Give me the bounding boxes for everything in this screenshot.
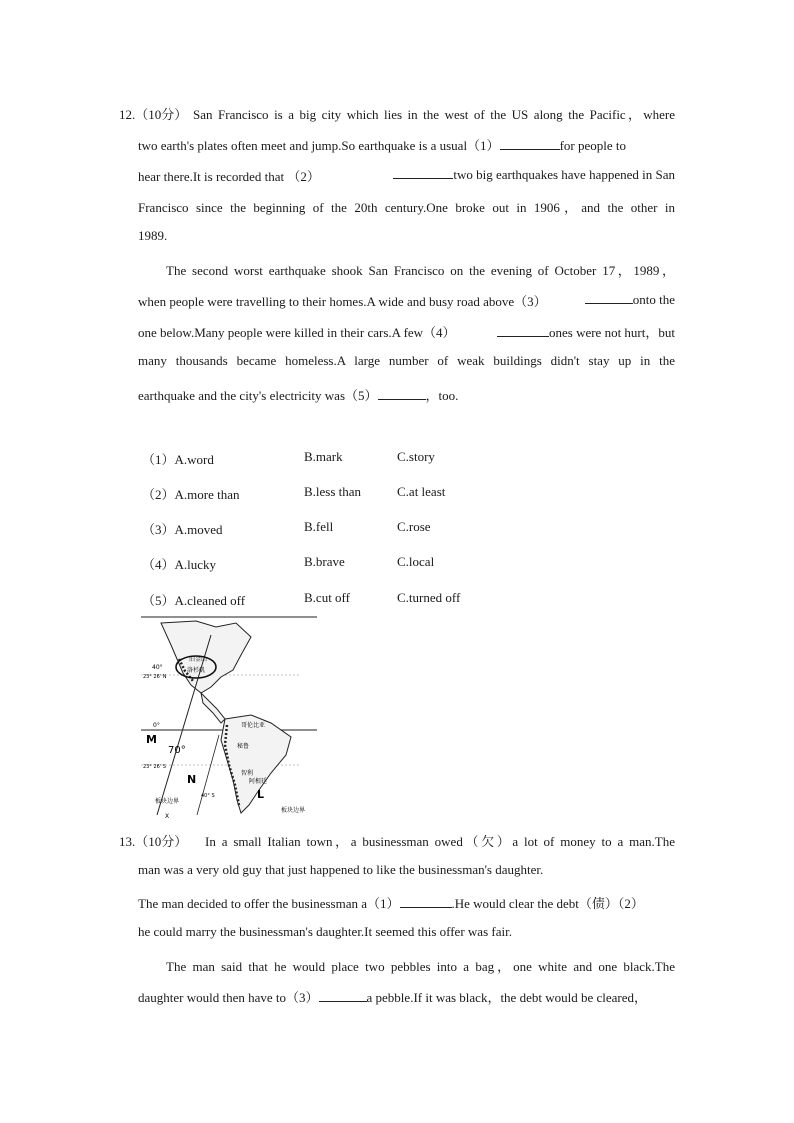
q12-line-3 — [138, 166, 675, 185]
blank-q13-1[interactable] — [400, 895, 452, 908]
blank-3[interactable] — [585, 291, 633, 304]
text-segment: ，too. — [425, 388, 459, 403]
option-row-3 — [142, 519, 223, 538]
map-letter-x: X — [165, 813, 170, 820]
option-b[interactable]: B.fell — [304, 519, 334, 534]
option-a[interactable]: A.moved — [174, 522, 223, 537]
blank-2[interactable] — [393, 166, 453, 179]
text-segment: for people to — [559, 138, 626, 153]
q12-line-1: San Francisco is a big city which lies in the west of the US along the Pacific，where — [193, 107, 675, 122]
text-segment: a pebble.If it was black，the debt would be cleared， — [366, 990, 647, 1005]
option-a[interactable]: A.lucky — [174, 557, 217, 572]
question-number: 13. — [119, 834, 136, 849]
option-row-5 — [142, 590, 245, 609]
q13-line-6 — [138, 987, 647, 1006]
q12-p2-line-3 — [138, 322, 675, 341]
option-b[interactable]: B.cut off — [304, 590, 350, 605]
map-label-argentina: 阿根廷 — [249, 778, 268, 785]
question-score: （10分） — [135, 107, 188, 122]
map-label-40n: 40° — [152, 664, 163, 671]
map-label-colombia: 哥伦比亚 — [241, 722, 266, 729]
q13-line-2: man was a very old guy that just happened to like the businessman's daughter. — [138, 862, 544, 877]
option-c[interactable]: C.rose — [397, 519, 431, 534]
map-letter-n: N — [187, 773, 197, 786]
map-label-boundary-1: 板块边界 — [155, 798, 180, 805]
option-a[interactable]: A.cleaned off — [174, 593, 246, 608]
q12-line-4: Francisco since the beginning of the 20th century.One broke out in 1906，and the other in — [138, 200, 675, 215]
question-13-number — [119, 831, 187, 850]
option-c[interactable]: C.local — [397, 554, 435, 569]
blank-q13-3[interactable] — [319, 989, 367, 1002]
text-segment: daughter would then have to（3） — [138, 990, 319, 1005]
map-label-23n: 23° 26' N — [143, 674, 167, 680]
option-c[interactable]: C.at least — [397, 484, 446, 499]
option-b[interactable]: B.mark — [304, 449, 343, 464]
map-letter-m: M — [146, 733, 157, 746]
q12-p2-line-2 — [138, 291, 675, 310]
q13-line-1: In a small Italian town，a businessman owed（欠）a lot of money to a man.The — [205, 834, 675, 849]
option-number: （2） — [142, 487, 175, 502]
q12-line-2 — [138, 135, 626, 154]
map-label-peru: 秘鲁 — [237, 743, 250, 750]
text-segment: onto the — [632, 292, 675, 307]
question-number: 12. — [119, 107, 136, 122]
map-letter-l: L — [257, 788, 265, 801]
q13-line-4: he could marry the businessman's daughter.It seemed this offer was fair. — [138, 924, 512, 939]
blank-4[interactable] — [497, 324, 549, 337]
south-america-landmass — [221, 715, 291, 813]
text-segment: The man decided to offer the businessman a（1） — [138, 896, 400, 911]
option-a[interactable]: A.word — [174, 452, 214, 467]
option-row-1 — [142, 449, 214, 468]
map-label-40s: 40° S — [201, 793, 215, 799]
americas-map-figure — [141, 615, 317, 820]
blank-1[interactable] — [500, 137, 560, 150]
map-label-70: 70° — [168, 745, 186, 756]
option-b[interactable]: B.less than — [304, 484, 362, 499]
q12-p2-line-5 — [138, 385, 458, 404]
text-segment: one below.Many people were killed in their cars.A few（4） — [138, 325, 456, 340]
text-segment: hear there.It is recorded that （2） — [138, 169, 320, 184]
text-segment: ones were not hurt，but — [548, 325, 675, 340]
question-score: （10分） — [135, 834, 188, 849]
option-number: （5） — [142, 593, 175, 608]
map-label-0: 0° — [153, 722, 160, 729]
option-c[interactable]: C.turned off — [397, 590, 461, 605]
option-b[interactable]: B.brave — [304, 554, 345, 569]
q12-p2-line-4: many thousands became homeless.A large number of weak buildings didn't stay up in the — [138, 353, 675, 368]
text-segment: .He would clear the debt（债）（2） — [451, 896, 644, 911]
map-label-sf1: 旧金山 — [189, 656, 208, 663]
text-segment: two earth's plates often meet and jump.So earthquake is a usual（1） — [138, 138, 500, 153]
map-label-chile: 智利 — [241, 770, 254, 777]
question-12-number — [119, 104, 187, 123]
q13-line-3 — [138, 893, 681, 912]
option-number: （1） — [142, 452, 175, 467]
map-label-sf2: 洛杉矶 — [187, 667, 206, 674]
option-row-4 — [142, 554, 216, 573]
q13-line-5: The man said that he would place two pebbles into a bag，one white and one black.The — [166, 959, 675, 974]
text-segment: when people were travelling to their homes.A wide and busy road above（3） — [138, 294, 547, 309]
q12-p2-line-1: The second worst earthquake shook San Francisco on the evening of October 17，1989， — [166, 263, 675, 278]
q12-line-5: 1989. — [138, 228, 168, 243]
option-c[interactable]: C.story — [397, 449, 435, 464]
central-america-landmass — [201, 693, 225, 723]
map-label-boundary-2: 板块边界 — [281, 807, 306, 814]
map-label-23s: 23° 26' S — [143, 764, 166, 770]
plate-boundary-line-2 — [197, 735, 219, 815]
option-row-2 — [142, 484, 240, 503]
option-number: （4） — [142, 557, 175, 572]
option-a[interactable]: A.more than — [174, 487, 240, 502]
blank-5[interactable] — [378, 387, 426, 400]
text-segment: earthquake and the city's electricity was（5） — [138, 388, 378, 403]
option-number: （3） — [142, 522, 175, 537]
text-segment: two big earthquakes have happened in San — [453, 167, 675, 182]
